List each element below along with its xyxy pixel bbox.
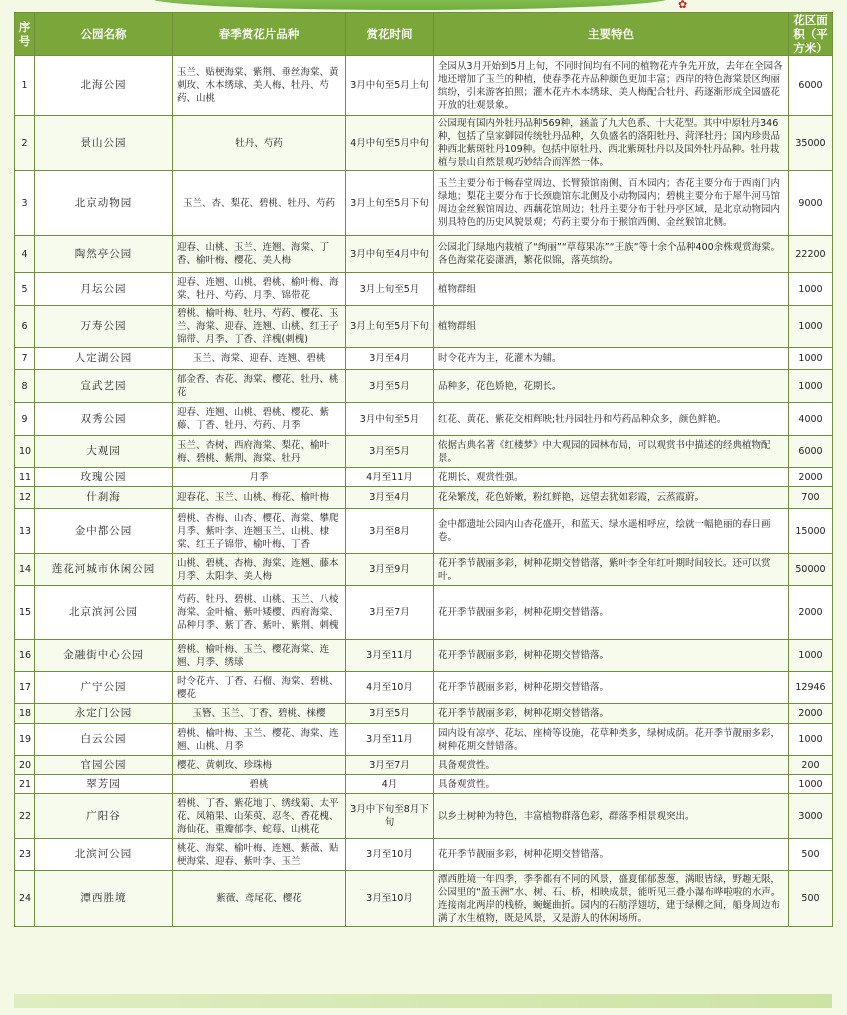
park-name: 潭西胜境 <box>35 871 173 927</box>
table-row <box>15 756 833 775</box>
row-num: 24 <box>15 871 35 927</box>
row-num: 9 <box>15 403 35 436</box>
feature-text: 品种多，花色娇艳，花期长。 <box>434 370 789 403</box>
bloom-time: 3月上旬至5月 <box>346 273 434 306</box>
feature-text: 红花、黄花、紫花交相辉映;牡丹园牡丹和芍药品种众多，颜色鲜艳。 <box>434 403 789 436</box>
bloom-time: 3月至11月 <box>346 724 434 756</box>
park-flower-table <box>14 12 833 927</box>
park-name: 双秀公园 <box>35 403 173 436</box>
bloom-time: 3月至5月 <box>346 704 434 724</box>
park-name: 翠芳园 <box>35 775 173 794</box>
park-name: 宣武艺园 <box>35 370 173 403</box>
flower-area: 1000 <box>789 273 833 306</box>
bloom-time: 3月中下旬至8月下旬 <box>346 794 434 839</box>
flower-area: 1000 <box>789 775 833 794</box>
header-name: 公园名称 <box>35 13 173 56</box>
row-num: 7 <box>15 348 35 370</box>
table-row <box>15 436 833 468</box>
flower-area: 35000 <box>789 116 833 171</box>
header-feature: 主要特色 <box>434 13 789 56</box>
flower-area: 200 <box>789 756 833 775</box>
row-num: 10 <box>15 436 35 468</box>
row-num: 18 <box>15 704 35 724</box>
row-num: 11 <box>15 468 35 487</box>
feature-text: 花开季节靓丽多彩，树种花期交替错落。 <box>434 640 789 672</box>
header-time: 赏花时间 <box>346 13 434 56</box>
table-row <box>15 509 833 554</box>
row-num: 14 <box>15 554 35 586</box>
row-num: 19 <box>15 724 35 756</box>
table-row <box>15 839 833 871</box>
flower-area: 1000 <box>789 370 833 403</box>
park-name: 什刹海 <box>35 487 173 509</box>
feature-text: 花开季节靓丽多彩，树种花期交替错落。 <box>434 839 789 871</box>
flower-area: 500 <box>789 871 833 927</box>
feature-text: 玉兰主要分布于畅春堂周边、长臂猿馆南侧、百木园内；杏花主要分布于西南门内绿地；梨花主要分布于长颈鹿馆东北侧及小动物园内；碧桃主要分布于犀牛河马馆周边金丝猴馆周边、西藕花馆周边；牡丹主要分布于牡丹亭区域，是北京动物园内别具特色的历史风貌景观；芍药主要分布于猴馆西侧、金丝猴馆北侧。 <box>434 171 789 236</box>
park-name: 白云公园 <box>35 724 173 756</box>
park-name: 莲花河城市休闲公园 <box>35 554 173 586</box>
park-name: 万寿公园 <box>35 306 173 348</box>
park-name: 陶然亭公园 <box>35 236 173 273</box>
table-row <box>15 794 833 839</box>
park-name: 人定湖公园 <box>35 348 173 370</box>
flower-area: 3000 <box>789 794 833 839</box>
feature-text: 植物群组 <box>434 306 789 348</box>
feature-text: 具备观赏性。 <box>434 756 789 775</box>
park-name: 永定门公园 <box>35 704 173 724</box>
flower-area: 2000 <box>789 468 833 487</box>
flower-variety: 山桃、碧桃、杏梅、海棠、连翘、藤本月季、太阳李、美人梅 <box>173 554 346 586</box>
feature-text: 依据古典名著《红楼梦》中大观园的园林布局，可以观赏书中描述的经典植物配景。 <box>434 436 789 468</box>
feature-text: 公园北门绿地内栽植了“绚丽”“草莓果冻”“王族”等十余个品种400余株观赏海棠。各色海棠花姿潇洒，繁花似锦，落英缤纷。 <box>434 236 789 273</box>
table-row <box>15 554 833 586</box>
table-row <box>15 640 833 672</box>
table-row <box>15 370 833 403</box>
flower-area: 12946 <box>789 672 833 704</box>
bloom-time: 4月至11月 <box>346 468 434 487</box>
bloom-time: 3月至7月 <box>346 586 434 640</box>
table-row <box>15 236 833 273</box>
flower-variety: 桃花、海棠、榆叶梅、连翘、紫薇、贴梗海棠、迎春、紫叶李、玉兰 <box>173 839 346 871</box>
flower-area: 15000 <box>789 509 833 554</box>
header-variety: 春季赏花片品种 <box>173 13 346 56</box>
row-num: 22 <box>15 794 35 839</box>
flower-area: 4000 <box>789 403 833 436</box>
table-row <box>15 403 833 436</box>
flower-variety: 樱花、黄刺玫、珍珠梅 <box>173 756 346 775</box>
table-row <box>15 273 833 306</box>
row-num: 17 <box>15 672 35 704</box>
bloom-time: 3月至10月 <box>346 871 434 927</box>
row-num: 5 <box>15 273 35 306</box>
row-num: 6 <box>15 306 35 348</box>
bloom-time: 4月 <box>346 775 434 794</box>
park-name: 大观园 <box>35 436 173 468</box>
flower-area: 2000 <box>789 586 833 640</box>
table-header-row <box>15 13 833 56</box>
flower-variety: 玉兰、贴梗海棠、紫荆、垂丝海棠、黄刺玫、木本绣球、美人梅、牡丹、芍药、山桃 <box>173 56 346 116</box>
row-num: 21 <box>15 775 35 794</box>
park-name: 金融街中心公园 <box>35 640 173 672</box>
flower-area: 9000 <box>789 171 833 236</box>
bloom-time: 3月中旬至4月中旬 <box>346 236 434 273</box>
flower-variety: 迎春花、玉兰、山桃、梅花、榆叶梅 <box>173 487 346 509</box>
row-num: 12 <box>15 487 35 509</box>
table-row <box>15 56 833 116</box>
flower-area: 1000 <box>789 348 833 370</box>
feature-text: 时令花卉为主，花灌木为辅。 <box>434 348 789 370</box>
park-name: 景山公园 <box>35 116 173 171</box>
feature-text: 园内设有凉亭、花坛、座椅等设施，花草种类多，绿树成荫。花开季节靓丽多彩，树种花期交替错落。 <box>434 724 789 756</box>
table-row <box>15 672 833 704</box>
flower-variety: 时令花卉、丁香、石榴、海棠、碧桃、樱花 <box>173 672 346 704</box>
bloom-time: 3月至5月 <box>346 436 434 468</box>
row-num: 2 <box>15 116 35 171</box>
flower-variety: 玉兰、海棠、迎春、连翘、碧桃 <box>173 348 346 370</box>
bloom-time: 3月至10月 <box>346 839 434 871</box>
flower-variety: 月季 <box>173 468 346 487</box>
bloom-time: 3月至5月 <box>346 370 434 403</box>
bloom-time: 3月中旬至5月 <box>346 403 434 436</box>
row-num: 15 <box>15 586 35 640</box>
feature-text: 潭西胜境一年四季，季季都有不同的风景，盛夏郁郁葱葱，满眼皆绿，野趣无限，公园里的“盈玉洲”水、树、石、桥，相映成景，能听见三叠小瀑布哗啦啦的水声。连接南北两岸的栈桥，蜿蜒曲折。园内的石舫浮翅坊，建于绿柳之间，船身周边布满了水生植物，既是风景，又是游人的休闲场所。 <box>434 871 789 927</box>
header-area: 花区面积（平方米） <box>789 13 833 56</box>
table-row <box>15 724 833 756</box>
feature-text: 全园从3月开始到5月上旬，不同时间均有不同的植物花卉争先开放，去年在全园各地还增加了玉兰的种植，使春季花卉品种颜色更加丰富；西岸的特色海棠景区绚丽缤纷，引来游客拍照；灌木花卉木本绣球、美人梅配合牡丹、药逐渐形成全园盛花开放的壮观景象。 <box>434 56 789 116</box>
flower-variety: 迎春、山桃、玉兰、连翘、海棠、丁香、榆叶梅、樱花、美人梅 <box>173 236 346 273</box>
flower-area: 50000 <box>789 554 833 586</box>
park-name: 广阳谷 <box>35 794 173 839</box>
feature-text: 公园现有国内外牡丹品种569种，涵盖了九大色系、十大花型。其中中原牡丹346种，包括了皇家御园传统牡丹品种，久负盛名的洛阳牡丹、菏泽牡丹；国内珍贵品种西北紫斑牡丹109种。包括中原牡丹、西北紫斑牡丹以及国外牡丹品种。牡丹栽植与景山自然景观巧妙结合而浑然一体。 <box>434 116 789 171</box>
feature-text: 金中都遗址公园内山杏花盛开，和蓝天、绿水遥相呼应，绘就一幅艳丽的春日画卷。 <box>434 509 789 554</box>
feature-text: 植物群组 <box>434 273 789 306</box>
park-name: 官园公园 <box>35 756 173 775</box>
flower-variety: 碧桃、榆叶梅、玉兰、樱花海棠、连翘、月季、绣球 <box>173 640 346 672</box>
bloom-time: 4月中旬至5月中旬 <box>346 116 434 171</box>
row-num: 23 <box>15 839 35 871</box>
table-container <box>14 12 832 927</box>
flower-variety: 迎春、连翘、山桃、碧桃、樱花、紫藤、丁香、牡丹、芍药、月季 <box>173 403 346 436</box>
flower-variety: 玉簪、玉兰、丁香、碧桃、梾樱 <box>173 704 346 724</box>
row-num: 20 <box>15 756 35 775</box>
table-row <box>15 871 833 927</box>
top-decoration <box>0 0 847 12</box>
bloom-time: 4月至10月 <box>346 672 434 704</box>
flower-variety: 牡丹、芍药 <box>173 116 346 171</box>
table-row <box>15 171 833 236</box>
bloom-time: 3月中旬至5月上旬 <box>346 56 434 116</box>
flower-variety: 紫薇、鸢尾花、樱花 <box>173 871 346 927</box>
feature-text: 花开季节靓丽多彩，树种花期交替错落。 <box>434 586 789 640</box>
row-num: 1 <box>15 56 35 116</box>
park-name: 北滨河公园 <box>35 839 173 871</box>
flower-variety: 碧桃、榆叶梅、玉兰、樱花、海棠、连翘、山桃、月季 <box>173 724 346 756</box>
header-num: 序号 <box>15 13 35 56</box>
park-name: 玫瑰公园 <box>35 468 173 487</box>
row-num: 13 <box>15 509 35 554</box>
feature-text: 具备观赏性。 <box>434 775 789 794</box>
flower-variety: 郁金香、杏花、海棠、樱花、牡丹、桃花 <box>173 370 346 403</box>
flower-area: 2000 <box>789 704 833 724</box>
flower-area: 500 <box>789 839 833 871</box>
green-hill-decoration <box>150 0 670 10</box>
flower-variety: 芍药、牡丹、碧桃、山桃、玉兰、八棱海棠、金叶榆、紫叶矮樱、西府海棠、品种月季、紫丁香、紫叶、紫荆、刺槐 <box>173 586 346 640</box>
bloom-time: 3月至4月 <box>346 487 434 509</box>
flower-variety: 碧桃、榆叶梅、牡丹、芍药、樱花、玉兰、海棠、迎春、连翘、山桃、红王子锦带、月季、丁香、洋槐(刺槐) <box>173 306 346 348</box>
table-row <box>15 468 833 487</box>
flower-variety: 碧桃 <box>173 775 346 794</box>
flower-variety: 碧桃、杏梅、山杏、樱花、海棠、攀爬月季、紫叶李、连翘玉兰、山桃、棣棠、红王子锦带、榆叶梅、丁香 <box>173 509 346 554</box>
flower-area: 1000 <box>789 306 833 348</box>
park-name: 北京滨河公园 <box>35 586 173 640</box>
bloom-time: 3月上旬至5月下旬 <box>346 306 434 348</box>
table-row <box>15 306 833 348</box>
table-row <box>15 487 833 509</box>
bloom-time: 3月至9月 <box>346 554 434 586</box>
row-num: 3 <box>15 171 35 236</box>
row-num: 16 <box>15 640 35 672</box>
bloom-time: 3月至8月 <box>346 509 434 554</box>
flower-area: 22200 <box>789 236 833 273</box>
feature-text: 花朵繁茂，花色娇嫩，粉红鲜艳，远望去犹如彩霞，云蒸霞蔚。 <box>434 487 789 509</box>
red-flower-icon: ✿ <box>678 0 688 11</box>
flower-variety: 迎春、连翘、山桃、碧桃、榆叶梅、海棠、牡丹、芍药、月季、锦带花 <box>173 273 346 306</box>
feature-text: 花期长、观赏性强。 <box>434 468 789 487</box>
flower-area: 6000 <box>789 436 833 468</box>
flower-area: 1000 <box>789 640 833 672</box>
feature-text: 花开季节靓丽多彩，树种花期交替错落，紫叶李全年红叶期时间较长。还可以赏叶。 <box>434 554 789 586</box>
table-row <box>15 704 833 724</box>
park-name: 月坛公园 <box>35 273 173 306</box>
bloom-time: 3月至4月 <box>346 348 434 370</box>
park-name: 北京动物园 <box>35 171 173 236</box>
row-num: 4 <box>15 236 35 273</box>
park-name: 广宁公园 <box>35 672 173 704</box>
feature-text: 以乡土树种为特色，丰富植物群落色彩，群落季相景观突出。 <box>434 794 789 839</box>
flower-area: 1000 <box>789 724 833 756</box>
feature-text: 花开季节靓丽多彩，树种花期交替错落。 <box>434 704 789 724</box>
flower-area: 6000 <box>789 56 833 116</box>
bottom-decoration <box>14 994 832 1008</box>
bloom-time: 3月至11月 <box>346 640 434 672</box>
flower-variety: 碧桃、丁香、紫花地丁、绣线菊、太平花、凤箱果、山茱萸、忍冬、香花槐、海仙花、重瓣郁李、蛇莓、山桃花 <box>173 794 346 839</box>
flower-variety: 玉兰、杏、梨花、碧桃、牡丹、芍药 <box>173 171 346 236</box>
flower-area: 700 <box>789 487 833 509</box>
park-name: 北海公园 <box>35 56 173 116</box>
feature-text: 花开季节靓丽多彩，树种花期交替错落。 <box>434 672 789 704</box>
table-row <box>15 116 833 171</box>
table-row <box>15 586 833 640</box>
flower-variety: 玉兰、杏树、西府海棠、梨花、榆叶梅、碧桃、紫荆、海棠、牡丹 <box>173 436 346 468</box>
bloom-time: 3月至7月 <box>346 756 434 775</box>
park-name: 金中都公园 <box>35 509 173 554</box>
row-num: 8 <box>15 370 35 403</box>
table-row <box>15 775 833 794</box>
bloom-time: 3月上旬至5月下旬 <box>346 171 434 236</box>
table-row <box>15 348 833 370</box>
